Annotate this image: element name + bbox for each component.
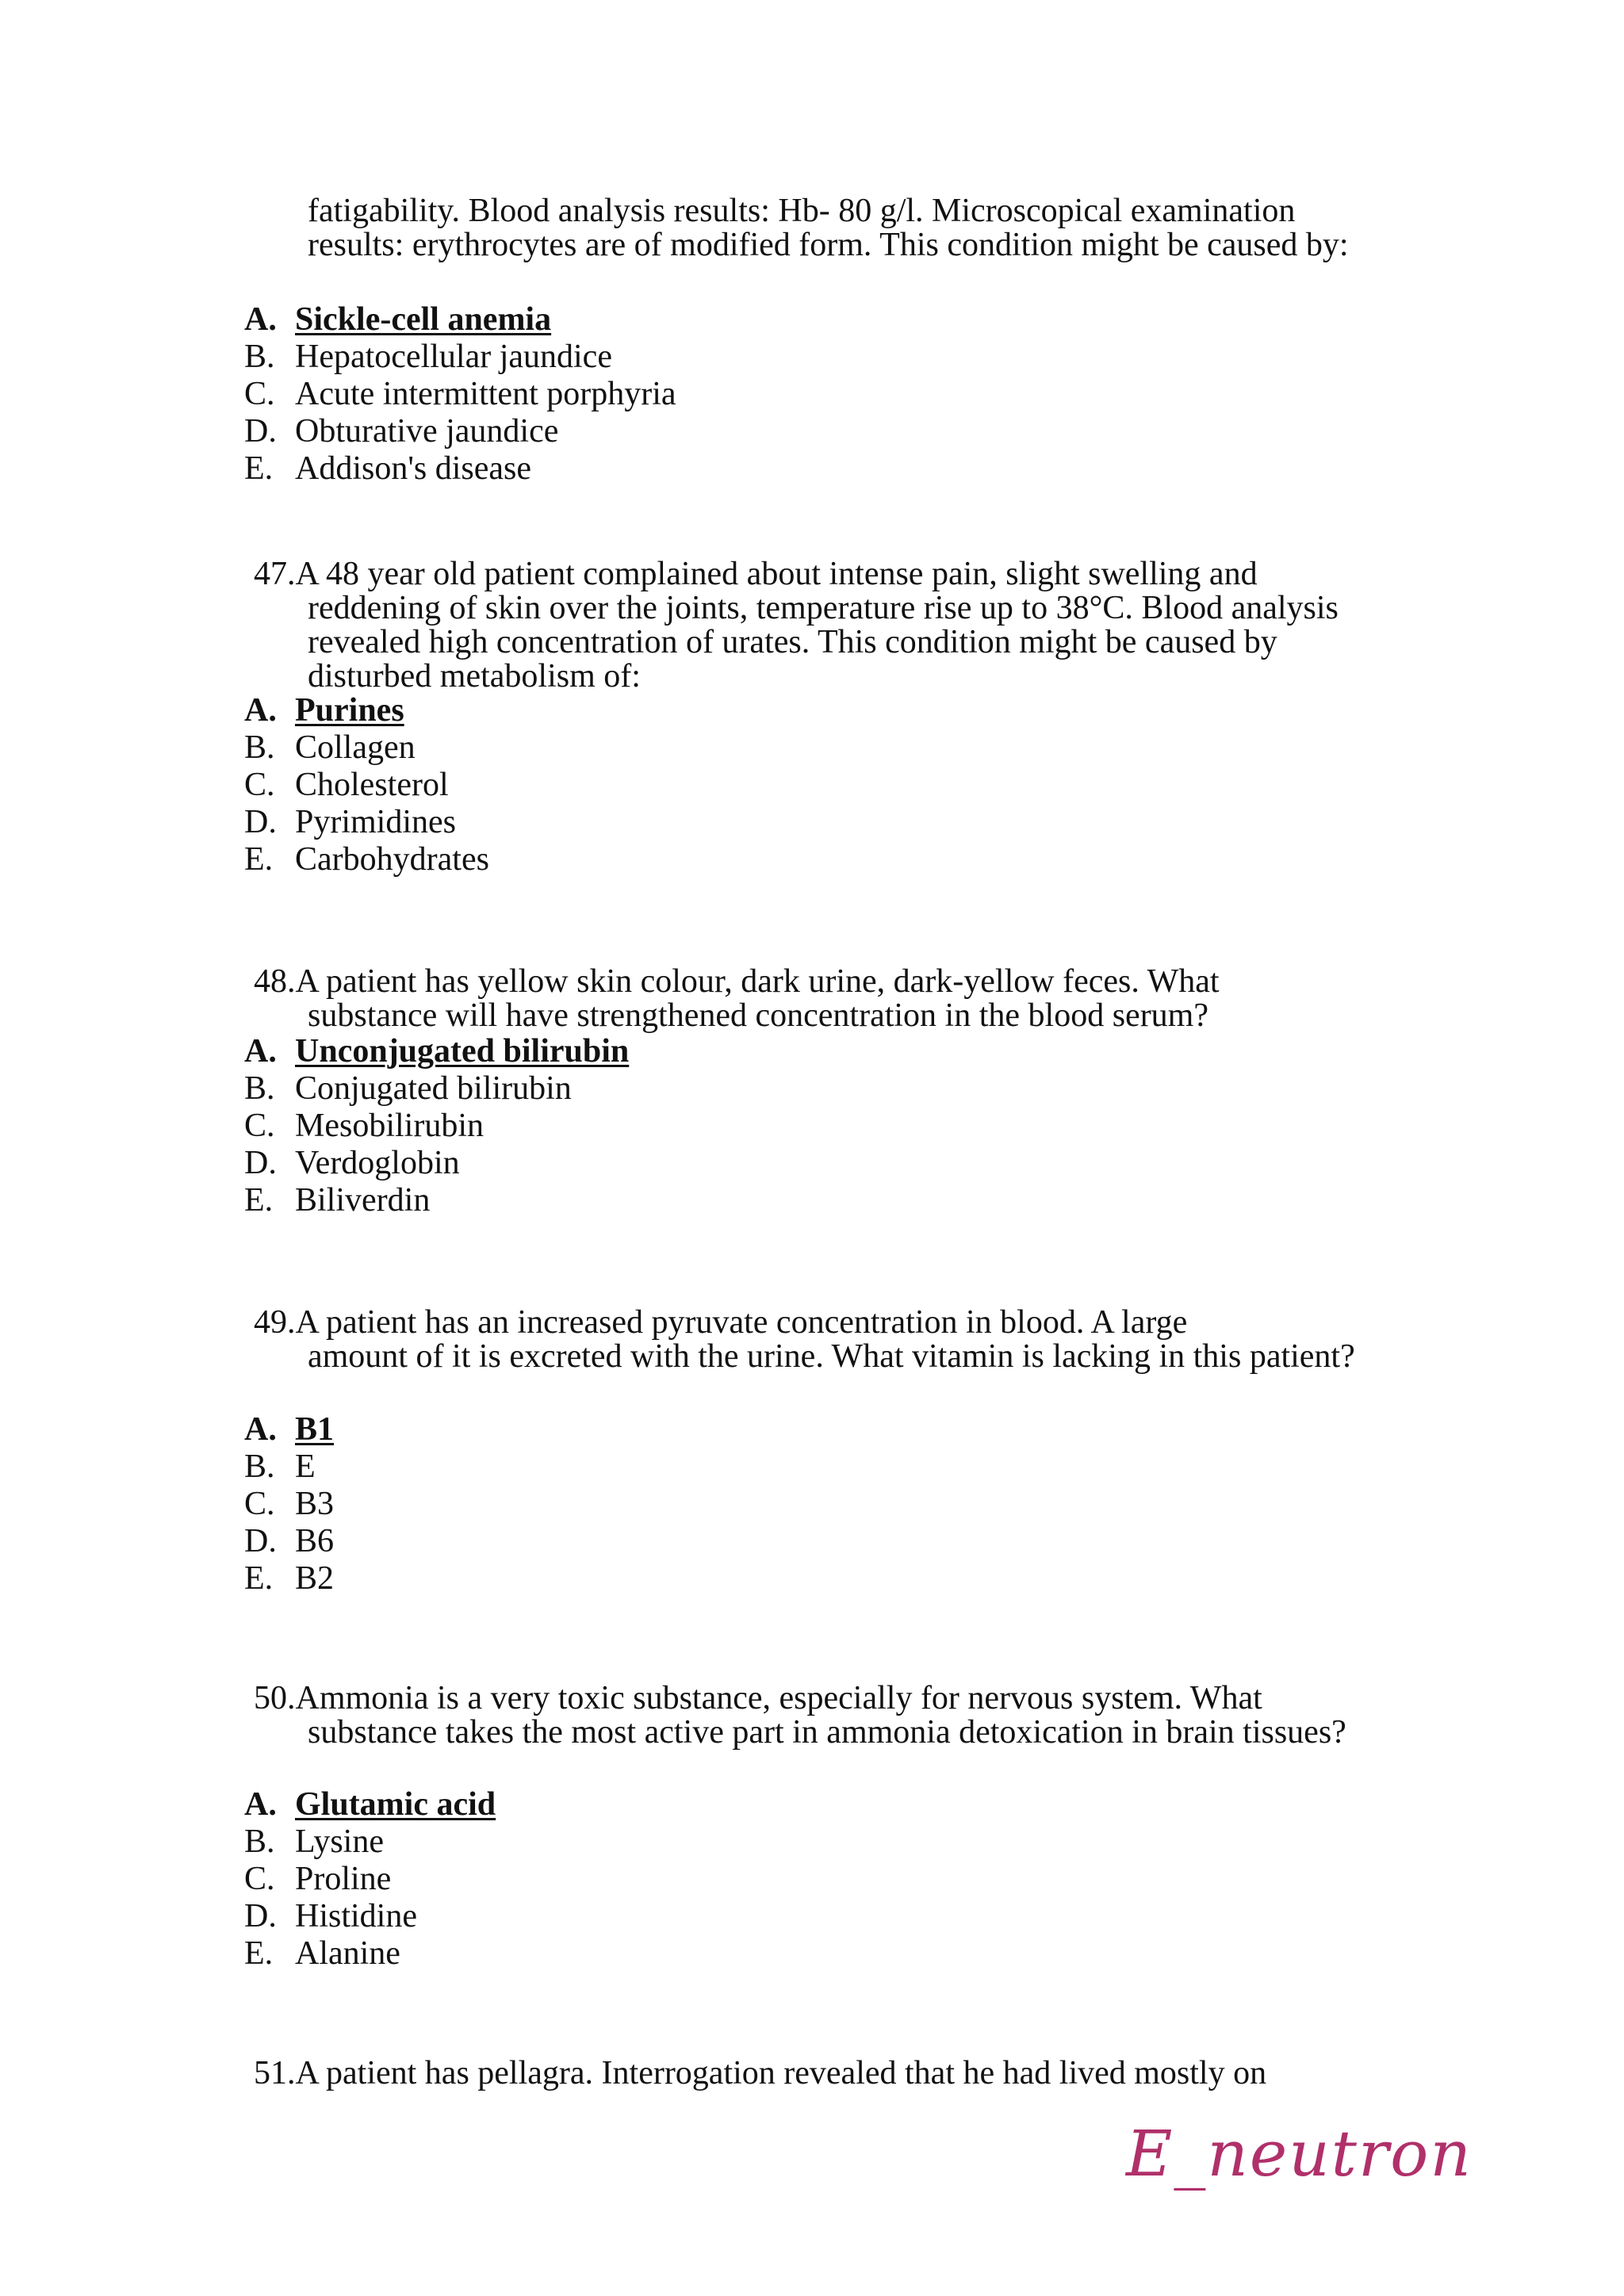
question-50-first-line bbox=[254, 1682, 1396, 1716]
option-text: Proline bbox=[295, 1861, 392, 1897]
option-text: Addison's disease bbox=[295, 450, 532, 487]
option-text: Acute intermittent porphyria bbox=[295, 376, 676, 412]
question-48-option-a bbox=[244, 1033, 629, 1070]
option-letter: E. bbox=[244, 1182, 274, 1219]
option-letter: B. bbox=[244, 1448, 275, 1485]
question-47-first-line bbox=[254, 557, 1396, 591]
question-46-option-a bbox=[244, 301, 551, 338]
question-49-text: amount of it is excreted with the urine. What vitamin is lacking in this patient? bbox=[308, 1338, 1355, 1375]
correct-answer: Unconjugated bilirubin bbox=[295, 1033, 630, 1070]
option-letter: D. bbox=[244, 1523, 277, 1559]
correct-answer: Glutamic acid bbox=[295, 1786, 496, 1823]
question-49-option-a bbox=[244, 1411, 334, 1448]
question-47-option-c bbox=[244, 767, 449, 803]
signature-watermark: E_neutron bbox=[1126, 2117, 1473, 2191]
option-text: B3 bbox=[295, 1486, 335, 1522]
question-50-option-c bbox=[244, 1861, 391, 1897]
option-letter: E. bbox=[244, 1935, 274, 1972]
question-49-option-e bbox=[244, 1560, 334, 1597]
question-number: 49. bbox=[254, 1304, 296, 1341]
question-50-option-e bbox=[244, 1935, 400, 1972]
question-50-text: substance takes the most active part in ammonia detoxication in brain tissues? bbox=[308, 1714, 1346, 1751]
option-letter: B. bbox=[244, 729, 275, 766]
question-50-option-b bbox=[244, 1823, 384, 1860]
question-47-option-d bbox=[244, 804, 456, 840]
question-50-option-a bbox=[244, 1786, 496, 1823]
option-letter: A. bbox=[244, 692, 277, 729]
question-text: A patient has pellagra. Interrogation revealed that he had lived mostly on bbox=[295, 2055, 1267, 2091]
option-letter: E. bbox=[244, 450, 274, 487]
option-text: Obturative jaundice bbox=[295, 413, 559, 450]
option-text: Hepatocellular jaundice bbox=[295, 339, 612, 375]
correct-answer: Sickle-cell anemia bbox=[295, 301, 552, 338]
question-48-text: substance will have strengthened concentration in the blood serum? bbox=[308, 997, 1208, 1034]
option-letter: B. bbox=[244, 1823, 275, 1860]
correct-answer: B1 bbox=[295, 1411, 335, 1448]
question-text: A 48 year old patient complained about intense pain, slight swelling and bbox=[295, 556, 1258, 592]
option-letter: D. bbox=[244, 1898, 277, 1934]
question-48-option-c bbox=[244, 1108, 484, 1144]
question-47-option-a bbox=[244, 692, 404, 729]
option-text: Conjugated bilirubin bbox=[295, 1070, 572, 1107]
option-text: E bbox=[295, 1448, 316, 1485]
option-text: Collagen bbox=[295, 729, 416, 766]
question-51-first-line bbox=[254, 2057, 1396, 2091]
question-number: 47. bbox=[254, 556, 296, 592]
option-letter: A. bbox=[244, 1411, 277, 1448]
option-text: B2 bbox=[295, 1560, 335, 1597]
option-letter: D. bbox=[244, 413, 277, 450]
option-letter: B. bbox=[244, 339, 275, 375]
question-text: Ammonia is a very toxic substance, especially for nervous system. What bbox=[295, 1680, 1262, 1716]
question-text: A patient has yellow skin colour, dark urine, dark-yellow feces. What bbox=[295, 963, 1220, 1000]
question-number: 48. bbox=[254, 963, 296, 1000]
option-text: Mesobilirubin bbox=[295, 1108, 484, 1144]
option-text: Histidine bbox=[295, 1898, 417, 1934]
question-number: 50. bbox=[254, 1680, 296, 1716]
question-50-option-d bbox=[244, 1898, 417, 1934]
question-48-option-e bbox=[244, 1182, 430, 1219]
option-letter: E. bbox=[244, 1560, 274, 1597]
option-text: Alanine bbox=[295, 1935, 400, 1972]
question-47-option-b bbox=[244, 729, 416, 766]
option-letter: A. bbox=[244, 301, 277, 338]
option-letter: C. bbox=[244, 1861, 275, 1897]
option-letter: B. bbox=[244, 1070, 275, 1107]
question-49-option-d bbox=[244, 1523, 334, 1559]
question-46-text: fatigability. Blood analysis results: Hb- 80 g/l. Microscopical examination results: erythrocytes are of modified form. This condition might be caused by: bbox=[308, 193, 1349, 263]
question-49-option-c bbox=[244, 1486, 334, 1522]
option-text: Lysine bbox=[295, 1823, 384, 1860]
option-letter: E. bbox=[244, 841, 274, 878]
question-number: 51. bbox=[254, 2055, 296, 2091]
option-letter: D. bbox=[244, 1145, 277, 1181]
question-text: A patient has an increased pyruvate concentration in blood. A large bbox=[295, 1304, 1188, 1341]
question-47-text: reddening of skin over the joints, temperature rise up to 38°C. Blood analysis revealed high concentration of urates. This condition might be caused by disturbed metabolism of: bbox=[308, 590, 1339, 695]
option-letter: A. bbox=[244, 1786, 277, 1823]
option-letter: C. bbox=[244, 767, 275, 803]
question-48-option-b bbox=[244, 1070, 572, 1107]
question-47-option-e bbox=[244, 841, 489, 878]
question-46-option-c bbox=[244, 376, 676, 412]
question-49-first-line bbox=[254, 1306, 1396, 1340]
option-letter: A. bbox=[244, 1033, 277, 1070]
option-text: Pyrimidines bbox=[295, 804, 457, 840]
option-letter: D. bbox=[244, 804, 277, 840]
question-46-option-e bbox=[244, 450, 531, 487]
option-text: Carbohydrates bbox=[295, 841, 489, 878]
option-letter: C. bbox=[244, 1108, 275, 1144]
question-48-first-line bbox=[254, 965, 1396, 999]
option-text: B6 bbox=[295, 1523, 335, 1559]
question-46-option-b bbox=[244, 339, 612, 375]
option-text: Verdoglobin bbox=[295, 1145, 460, 1181]
correct-answer: Purines bbox=[295, 692, 404, 729]
question-49-option-b bbox=[244, 1448, 316, 1485]
option-text: Biliverdin bbox=[295, 1182, 431, 1219]
option-letter: C. bbox=[244, 1486, 275, 1522]
option-letter: C. bbox=[244, 376, 275, 412]
option-text: Cholesterol bbox=[295, 767, 449, 803]
question-48-option-d bbox=[244, 1145, 460, 1181]
question-46-option-d bbox=[244, 413, 558, 450]
